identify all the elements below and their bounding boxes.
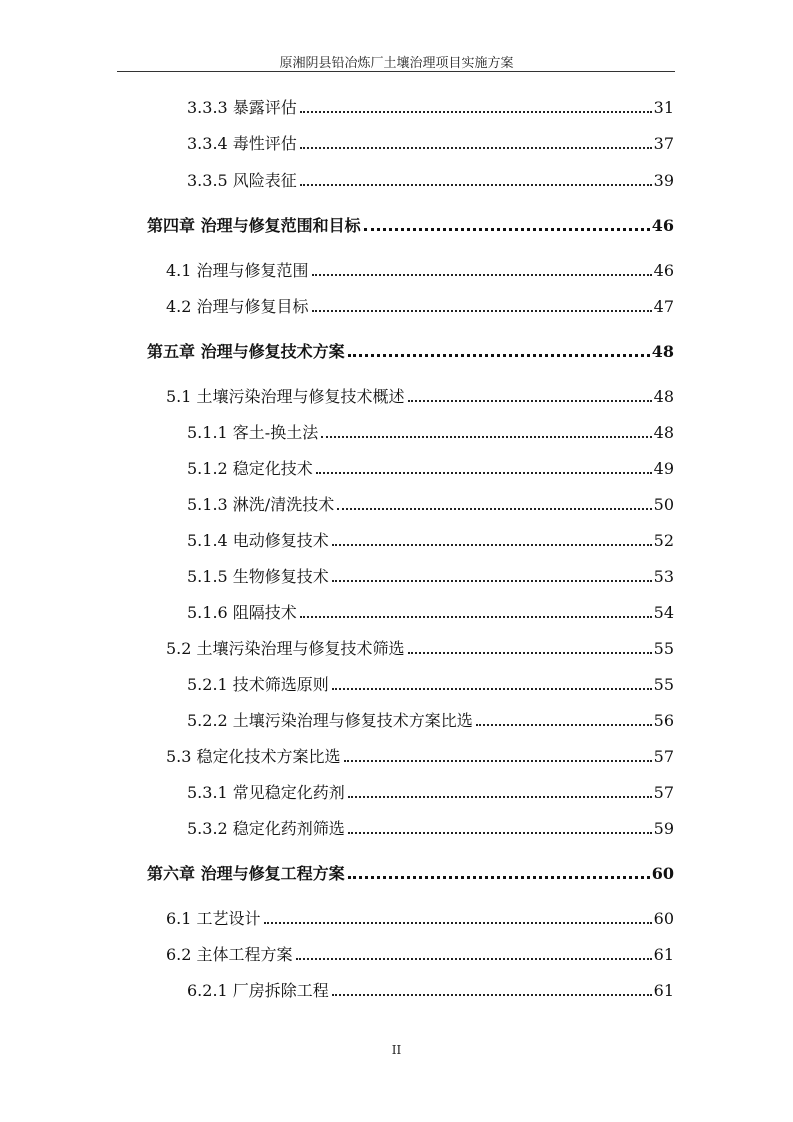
toc-entry-page-number: 55 (653, 639, 674, 658)
toc-entry-page-number: 37 (653, 134, 674, 153)
toc-entry-page-number: 46 (651, 216, 674, 235)
toc-entry-label: 5.3.1 常见稳定化药剂 (187, 783, 345, 802)
header-rule (117, 71, 675, 72)
toc-entry-page-number: 50 (653, 495, 674, 514)
toc-chapter-entry[interactable] (147, 215, 674, 237)
toc-entry-label: 3.3.5 风险表征 (187, 171, 297, 190)
toc-entry-label: 4.2 治理与修复目标 (166, 297, 309, 316)
toc-entry-label: 第四章 治理与修复范围和目标 (147, 216, 361, 235)
toc-entry[interactable] (187, 97, 674, 119)
toc-entry-label: 5.1.3 淋洗/清洗技术 (187, 495, 335, 514)
toc-entry-page-number: 61 (653, 981, 674, 1000)
toc-entry-page-number: 48 (653, 423, 674, 442)
dot-leader (476, 724, 652, 726)
toc-entry-page-number: 52 (653, 531, 674, 550)
toc-entry-page-number: 57 (653, 747, 674, 766)
toc-entry-label: 5.1.6 阻隔技术 (187, 603, 297, 622)
toc-entry-page-number: 61 (653, 945, 674, 964)
toc-entry-page-number: 48 (653, 387, 674, 406)
toc-entry[interactable] (187, 602, 674, 624)
toc-entry-label: 第六章 治理与修复工程方案 (147, 864, 345, 883)
toc-entry[interactable] (187, 566, 674, 588)
toc-entry-label: 6.2.1 厂房拆除工程 (187, 981, 329, 1000)
toc-entry[interactable] (187, 530, 674, 552)
toc-entry[interactable] (187, 782, 674, 804)
dot-leader (348, 354, 650, 357)
toc-entry-page-number: 55 (653, 675, 674, 694)
dot-leader (337, 508, 651, 510)
toc-entry-page-number: 56 (653, 711, 674, 730)
toc-entry-page-number: 49 (653, 459, 674, 478)
toc-entry-label: 5.3 稳定化技术方案比选 (166, 747, 341, 766)
dot-leader (348, 796, 652, 798)
toc-chapter-entry[interactable] (147, 341, 674, 363)
dot-leader (264, 922, 652, 924)
toc-entry[interactable] (187, 710, 674, 732)
running-header: 原湘阴县铅冶炼厂土壤治理项目实施方案 (279, 56, 514, 71)
toc-entry-page-number: 59 (653, 819, 674, 838)
toc-entry-page-number: 57 (653, 783, 674, 802)
toc-entry[interactable] (187, 422, 674, 444)
toc-entry-page-number: 60 (651, 864, 674, 883)
dot-leader (321, 436, 651, 438)
dot-leader (364, 228, 650, 231)
toc-entry-label: 5.2 土壤污染治理与修复技术筛选 (166, 639, 405, 658)
toc-entry-label: 5.3.2 稳定化药剂筛选 (187, 819, 345, 838)
toc-entry-page-number: 39 (653, 171, 674, 190)
dot-leader (332, 994, 652, 996)
dot-leader (332, 688, 652, 690)
toc-entry-label: 3.3.3 暴露评估 (187, 98, 297, 117)
toc-entry-page-number: 47 (653, 297, 674, 316)
page-number: II (391, 1043, 402, 1057)
toc-entry-page-number: 46 (653, 261, 674, 280)
dot-leader (300, 111, 652, 113)
dot-leader (296, 958, 652, 960)
toc-entry[interactable] (166, 944, 674, 966)
dot-leader (408, 652, 652, 654)
toc-chapter-entry[interactable] (147, 863, 674, 885)
toc-entry-label: 4.1 治理与修复范围 (166, 261, 309, 280)
toc-entry[interactable] (166, 908, 674, 930)
dot-leader (348, 876, 650, 879)
toc-entry-label: 5.1.5 生物修复技术 (187, 567, 329, 586)
toc-entry-label: 5.1.4 电动修复技术 (187, 531, 329, 550)
dot-leader (312, 274, 652, 276)
toc-entry[interactable] (166, 296, 674, 318)
toc-entry-page-number: 53 (653, 567, 674, 586)
dot-leader (300, 616, 652, 618)
toc-entry-label: 6.2 主体工程方案 (166, 945, 293, 964)
dot-leader (316, 472, 652, 474)
toc-entry-label: 第五章 治理与修复技术方案 (147, 342, 345, 361)
toc-entry[interactable] (187, 980, 674, 1002)
toc-entry-page-number: 31 (653, 98, 674, 117)
toc-entry-label: 5.1.1 客土-换土法 (187, 423, 319, 442)
toc-entry[interactable] (187, 133, 674, 155)
toc-entry-label: 5.2.2 土壤污染治理与修复技术方案比选 (187, 711, 473, 730)
toc-entry[interactable] (187, 674, 674, 696)
toc-entry-page-number: 60 (653, 909, 674, 928)
dot-leader (300, 147, 652, 149)
toc-entry-label: 5.2.1 技术筛选原则 (187, 675, 329, 694)
toc-entry[interactable] (166, 638, 674, 660)
dot-leader (344, 760, 652, 762)
toc-entry[interactable] (166, 260, 674, 282)
toc-entry-label: 3.3.4 毒性评估 (187, 134, 297, 153)
toc-entry-page-number: 54 (653, 603, 674, 622)
dot-leader (348, 832, 652, 834)
toc-entry-label: 6.1 工艺设计 (166, 909, 261, 928)
toc-entry[interactable] (166, 746, 674, 768)
dot-leader (332, 580, 652, 582)
dot-leader (300, 184, 652, 186)
toc-entry-label: 5.1 土壤污染治理与修复技术概述 (166, 387, 405, 406)
toc-entry[interactable] (187, 494, 674, 516)
toc-entry[interactable] (187, 458, 674, 480)
dot-leader (332, 544, 652, 546)
dot-leader (408, 400, 652, 402)
toc-entry[interactable] (166, 386, 674, 408)
toc-entry[interactable] (187, 170, 674, 192)
toc-entry-label: 5.1.2 稳定化技术 (187, 459, 313, 478)
toc-entry-page-number: 48 (651, 342, 674, 361)
dot-leader (312, 310, 652, 312)
toc-entry[interactable] (187, 818, 674, 840)
